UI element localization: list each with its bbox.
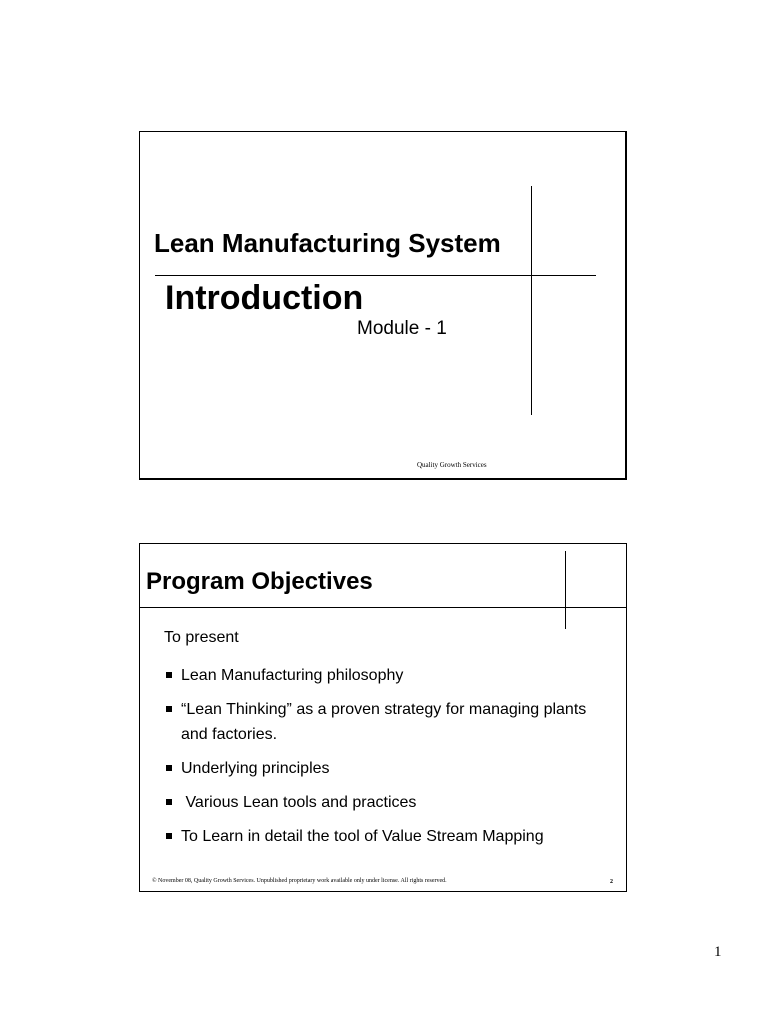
objectives-list xyxy=(165,663,605,858)
square-bullet-icon xyxy=(166,833,172,839)
copyright-footer: © November 08, Quality Growth Services. Unpublished proprietary work available only under license. All rights reserved. xyxy=(152,878,447,884)
intro-text: To present xyxy=(164,629,239,646)
square-bullet-icon xyxy=(166,765,172,771)
title-divider xyxy=(155,275,596,276)
module-label: Module - 1 xyxy=(357,318,447,339)
title-divider xyxy=(140,607,626,608)
list-item xyxy=(165,824,605,849)
list-item-text: Lean Manufacturing philosophy xyxy=(181,667,404,684)
slide-title: Program Objectives xyxy=(146,568,373,595)
slide-title: Lean Manufacturing System xyxy=(154,228,501,258)
square-bullet-icon xyxy=(166,706,172,712)
square-bullet-icon xyxy=(166,799,172,805)
list-item xyxy=(165,697,605,747)
slide-2 xyxy=(139,543,627,892)
slide-footer: Quality Growth Services xyxy=(417,461,487,469)
list-item xyxy=(165,663,605,688)
list-item-text: “Lean Thinking” as a proven strategy for managing plants and factories. xyxy=(181,701,587,743)
list-item xyxy=(165,790,605,815)
square-bullet-icon xyxy=(166,672,172,678)
list-item-text: Underlying principles xyxy=(181,760,330,777)
slide-number: 2 xyxy=(610,879,613,885)
page-number: 1 xyxy=(714,944,722,960)
list-item-text: To Learn in detail the tool of Value Stream Mapping xyxy=(181,828,544,845)
slide-heading: Introduction xyxy=(165,279,364,317)
list-item-text: Various Lean tools and practices xyxy=(181,794,417,811)
decorative-vertical-line xyxy=(531,186,532,415)
decorative-vertical-line xyxy=(565,551,566,629)
slide-1 xyxy=(139,131,627,480)
list-item xyxy=(165,756,605,781)
